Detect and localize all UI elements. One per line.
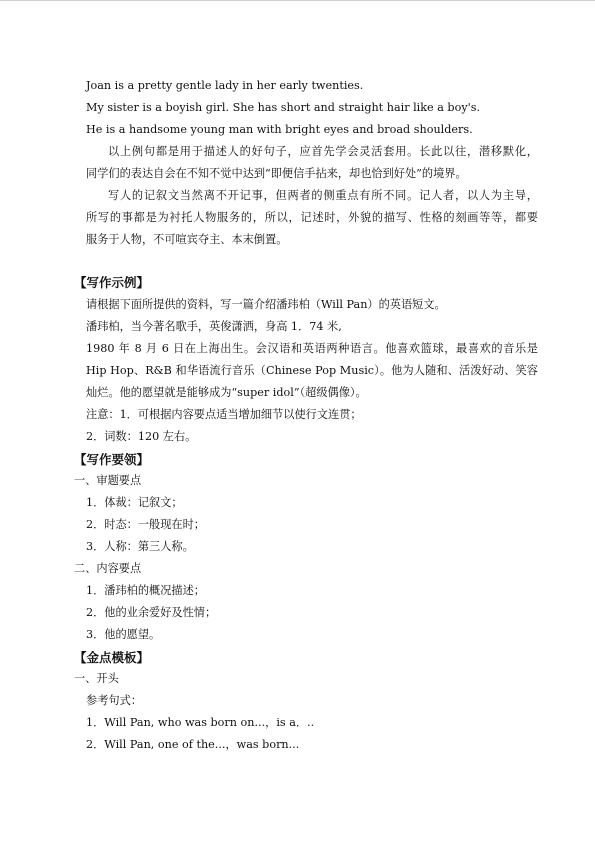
example-line-3: 1980 年 8 月 6 日在上海出生。会汉语和英语两种语言。他喜欢篮球，最喜欢的音乐是 — [86, 342, 538, 355]
template-item-1: 1．Will Pan, who was born on...，is a．.. — [86, 716, 315, 729]
section-heading-template: 【金点模板】 — [74, 650, 150, 665]
template-item-2: 2．Will Pan, one of the...，was born... — [86, 738, 300, 751]
para1-line-2: 同学们的表达自会在不知不觉中达到“即便信手拈来，却也恰到好处”的境界。 — [86, 167, 467, 180]
points-item-1-2: 2．时态：一般现在时； — [86, 518, 205, 531]
example-note-1: 注意：1．可根据内容要点适当增加细节以使行文连贯； — [86, 408, 362, 421]
example-note-2: 2．词数：120 左右。 — [86, 430, 197, 443]
points-item-2-1: 1．潘玮柏的概况描述； — [86, 584, 205, 597]
example-line-2: 潘玮柏，当今著名歌手，英俊潇洒，身高 1．74 米, — [86, 320, 342, 333]
example-sentence-2: My sister is a boyish girl. She has short and straight hair like a boy's. — [86, 101, 481, 114]
para1-line-1: 以上例句都是用于描述人的好句子，应首先学会灵活套用。长此以往，潜移默化， — [108, 145, 538, 158]
points-item-2-2: 2．他的业余爱好及性情； — [86, 606, 217, 619]
example-line-5: 灿烂。他的愿望就是能够成为“super idol”（超级偶像）。 — [86, 386, 367, 399]
template-subheading-1: 一、开头 — [74, 672, 119, 685]
points-item-2-3: 3．他的愿望。 — [86, 628, 161, 641]
example-sentence-3: He is a handsome young man with bright eyes and broad shoulders. — [86, 123, 473, 136]
points-item-1-3: 3．人称：第三人称。 — [86, 540, 194, 553]
para2-line-2: 所写的事都是为衬托人物服务的，所以，记述时，外貌的描写、性格的刻画等等，都要 — [86, 211, 538, 224]
para2-line-3: 服务于人物，不可喧宾夺主、本末倒置。 — [86, 233, 288, 246]
points-subheading-2: 二、内容要点 — [74, 562, 142, 575]
points-subheading-1: 一、审题要点 — [74, 474, 142, 487]
section-heading-example: 【写作示例】 — [74, 275, 150, 290]
points-item-1-1: 1．体裁：记叙文； — [86, 496, 183, 509]
example-sentence-1: Joan is a pretty gentle lady in her early twenties. — [86, 79, 364, 92]
para2-line-1: 写人的记叙文当然离不开记事，但两者的侧重点有所不同。记人者，以人为主导， — [108, 189, 538, 202]
page-top-border — [0, 0, 595, 1]
section-heading-points: 【写作要领】 — [74, 452, 150, 467]
example-line-1: 请根据下面所提供的资料，写一篇介绍潘玮柏（Will Pan）的英语短文。 — [86, 298, 446, 311]
template-reference-label: 参考句式： — [86, 694, 142, 707]
example-line-4: Hip Hop、R&B 和华语流行音乐（Chinese Pop Music）。他为人随和、活泼好动、笑容 — [86, 364, 538, 377]
